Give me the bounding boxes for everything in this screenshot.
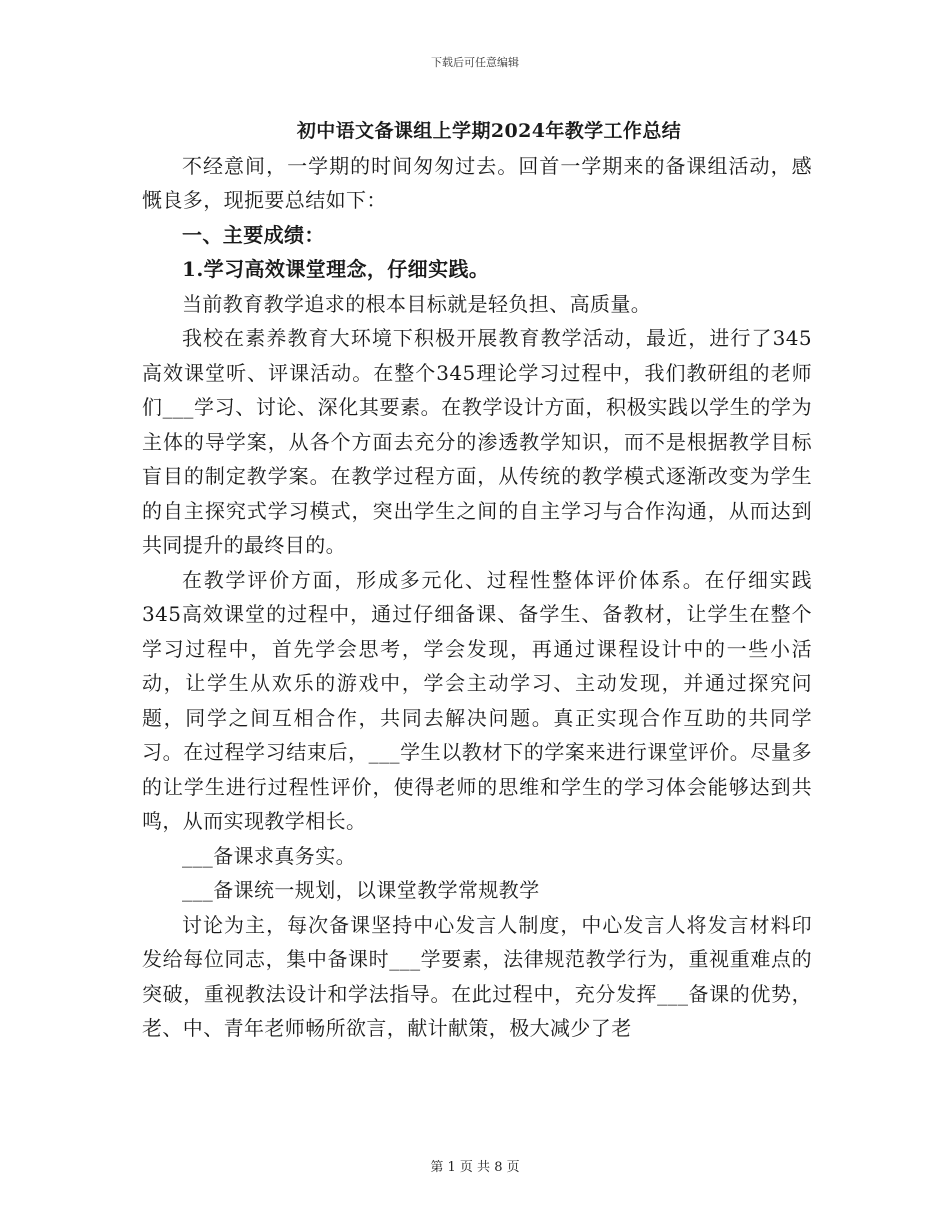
page-footer: 第 1 页 共 8 页 (430, 1160, 520, 1175)
document-body (142, 114, 812, 1046)
paragraph-lesson-prep: ___备课求真务实。 (182, 843, 356, 868)
paragraph-evaluation: 在教学评价方面，形成多元化、过程性整体评价体系。在仔细实践345高效课堂的过程中，通过仔细备课、备学生、备教材，让学生在整个学习过程中，首先学会思考，学会发现，再通过课程设计中的一些小活动，让学生从欢乐的游戏中，学会主动学习、主动发现，并通过探究问题，同学之间互相合作，共同去解决问题。真正实现合作互助的共同学习。在过程学习结束后，___学生以教材下的学案来进行课堂评价。尽量多的让学生进行过程性评价，使得老师的思维和学生的学习体会能够达到共鸣，从而实现教学相长。 (142, 567, 812, 833)
paragraph-discussion: 讨论为主，每次备课坚持中心发言人制度，中心发言人将发言材料印发给每位同志，集中备课时___学要素，法律规范教学行为，重视重难点的突破，重视教法设计和学法指导。在此过程中，充分发挥___备课的优势，老、中、青年老师畅所欲言，献计献策，极大减少了老 (142, 912, 812, 1040)
paragraph-intro: 不经意间，一学期的时间匆匆过去。回首一学期来的备课组活动，感慨良多，现扼要总结如下： (142, 153, 812, 212)
section-heading-achievements: 一、主要成绩： (182, 222, 325, 247)
document-title: 初中语文备课组上学期2024年教学工作总结 (296, 120, 682, 142)
paragraph-planning: ___备课统一规划，以课堂教学常规教学 (182, 878, 540, 902)
paragraph-activities: 我校在素养教育大环境下积极开展教育教学活动，最近，进行了345高效课堂听、评课活动。在整个345理论学习过程中，我们教研组的老师们___学习、讨论、深化其要素。在教学设计方面，积极实践以学生的学为主体的导学案，从各个方面去充分的渗透教学知识，而不是根据教学目标盲目的制定教学案。在教学过程方面，从传统的教学模式逐渐改变为学生的自主探究式学习模式，突出学生之间的自主学习与合作沟通，从而达到共同提升的最终目的。 (142, 326, 812, 557)
paragraph-goal: 当前教育教学追求的根本目标就是轻负担、高质量。 (182, 291, 652, 316)
subsection-heading-efficient-classroom: 1.学习高效课堂理念，仔细实践。 (182, 257, 490, 281)
header-note: 下载后可任意编辑 (431, 56, 519, 69)
